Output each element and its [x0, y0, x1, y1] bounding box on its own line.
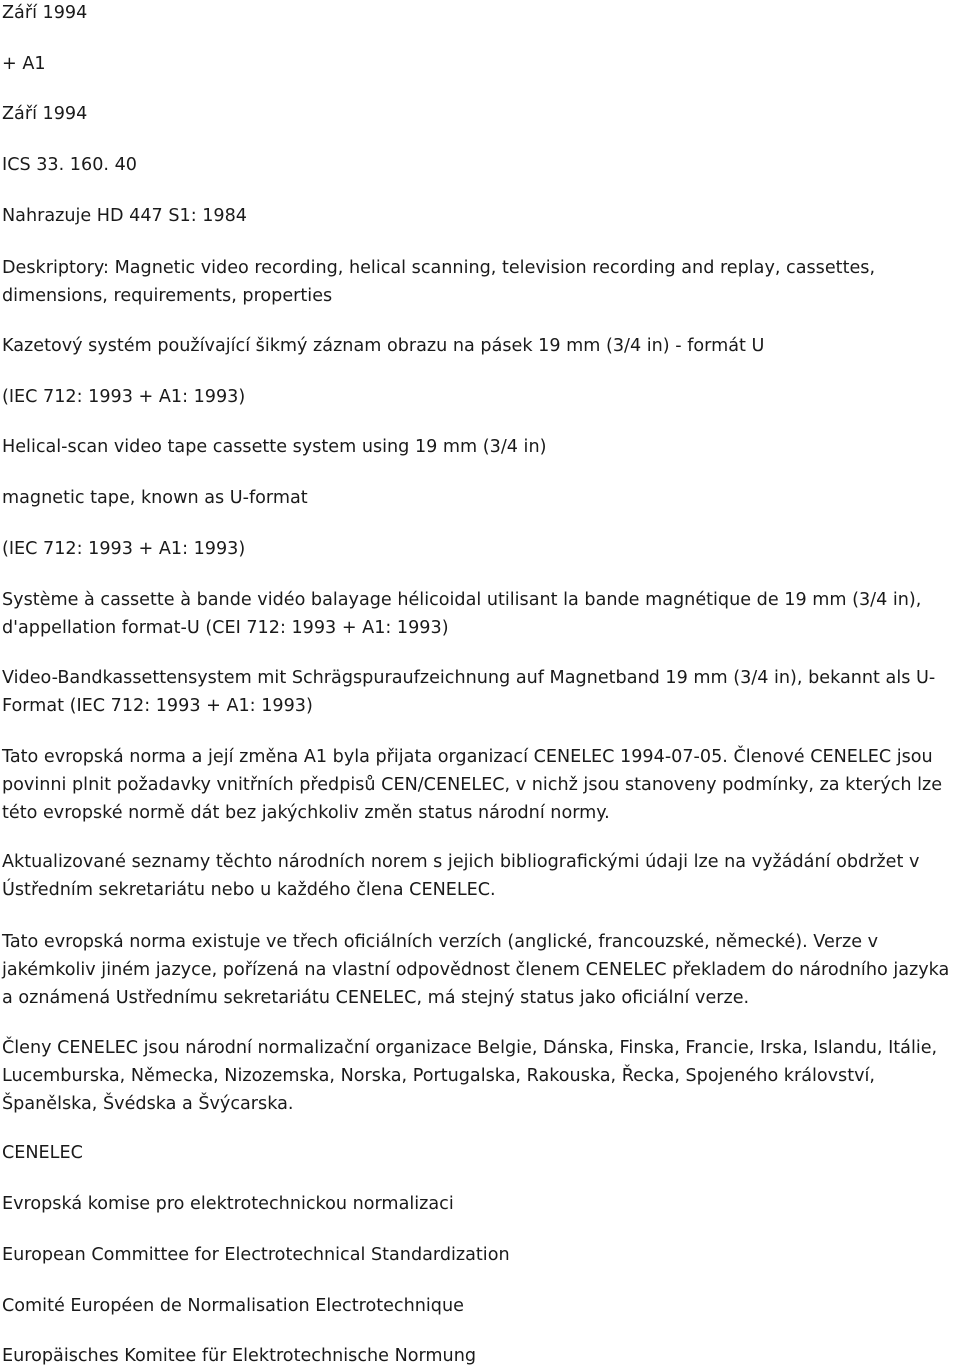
title-english-line-2: magnetic tape, known as U-format — [2, 488, 308, 508]
amendment-date-text: Září 1994 — [2, 104, 88, 124]
organization-name-french: Comité Européen de Normalisation Electrotechnique — [2, 1296, 464, 1316]
replaces-text: Nahrazuje HD 447 S1: 1984 — [2, 206, 247, 226]
iec-reference: (IEC 712: 1993 + A1: 1993) — [2, 387, 246, 407]
organization-name-czech: Evropská komise pro elektrotechnickou normalizaci — [2, 1194, 454, 1214]
title-french: Système à cassette à bande vidéo balayage hélicoidal utilisant la bande magnétique de 19 mm (3/4 in), d'appellation format-U (CEI 712: 1993 + A1: 1993) — [2, 590, 922, 638]
organization-name-german: Europäisches Komitee für Elektrotechnische Normung — [2, 1346, 477, 1366]
iec-reference-2: (IEC 712: 1993 + A1: 1993) — [2, 539, 246, 559]
ics-code: ICS 33. 160. 40 — [2, 155, 137, 175]
amendment-text: + A1 — [2, 54, 46, 74]
body-paragraph-lists: Aktualizované seznamy těchto národních norem s jejich bibliografickými údaji lze na vyžádání obdržet v Ústředním sekretariátu nebo u každého člena CENELEC. — [2, 852, 920, 900]
body-paragraph-members: Členy CENELEC jsou národní normalizační organizace Belgie, Dánska, Finska, Francie, Irska, Islandu, Itálie, Lucemburska, Německa, Nizozemska, Norska, Portugalska, Rakouska, Řecka, Spojeného království, Španělska, Švédska a Švýcarska. — [2, 1038, 938, 1114]
organization-name-english: European Committee for Electrotechnical Standardization — [2, 1245, 510, 1265]
body-paragraph-approval: Tato evropská norma a její změna A1 byla přijata organizací CENELEC 1994-07-05. Členové CENELEC jsou povinni plnit požadavky vnitřních předpisů CEN/CENELEC, v nichž jsou stanoveny podmínky, za kterých lze této evropské normě dát bez jakýchkoliv změn status národní normy. — [2, 747, 943, 823]
descriptors-text: Deskriptory: Magnetic video recording, helical scanning, television recording and replay, cassettes, dimensions, requirements, properties — [2, 258, 876, 306]
title-german: Video-Bandkassettensystem mit Schrägspuraufzeichnung auf Magnetband 19 mm (3/4 in), bekannt als U-Format (IEC 712: 1993 + A1: 1993) — [2, 668, 936, 716]
date-text: Září 1994 — [2, 3, 88, 23]
body-paragraph-versions: Tato evropská norma existuje ve třech oficiálních verzích (anglické, francouzské, německé). Verze v jakémkoliv jiném jazyce, pořízená na vlastní odpovědnost členem CENELEC překladem do národního jazyka a oznámená Ustřednímu sekretariátu CENELEC, má stejný status jako oficiální verze. — [2, 932, 950, 1008]
title-english-line-1: Helical-scan video tape cassette system using 19 mm (3/4 in) — [2, 437, 547, 457]
organization-acronym: CENELEC — [2, 1143, 83, 1163]
title-czech: Kazetový systém používající šikmý záznam obrazu na pásek 19 mm (3/4 in) - formát U — [2, 336, 765, 356]
